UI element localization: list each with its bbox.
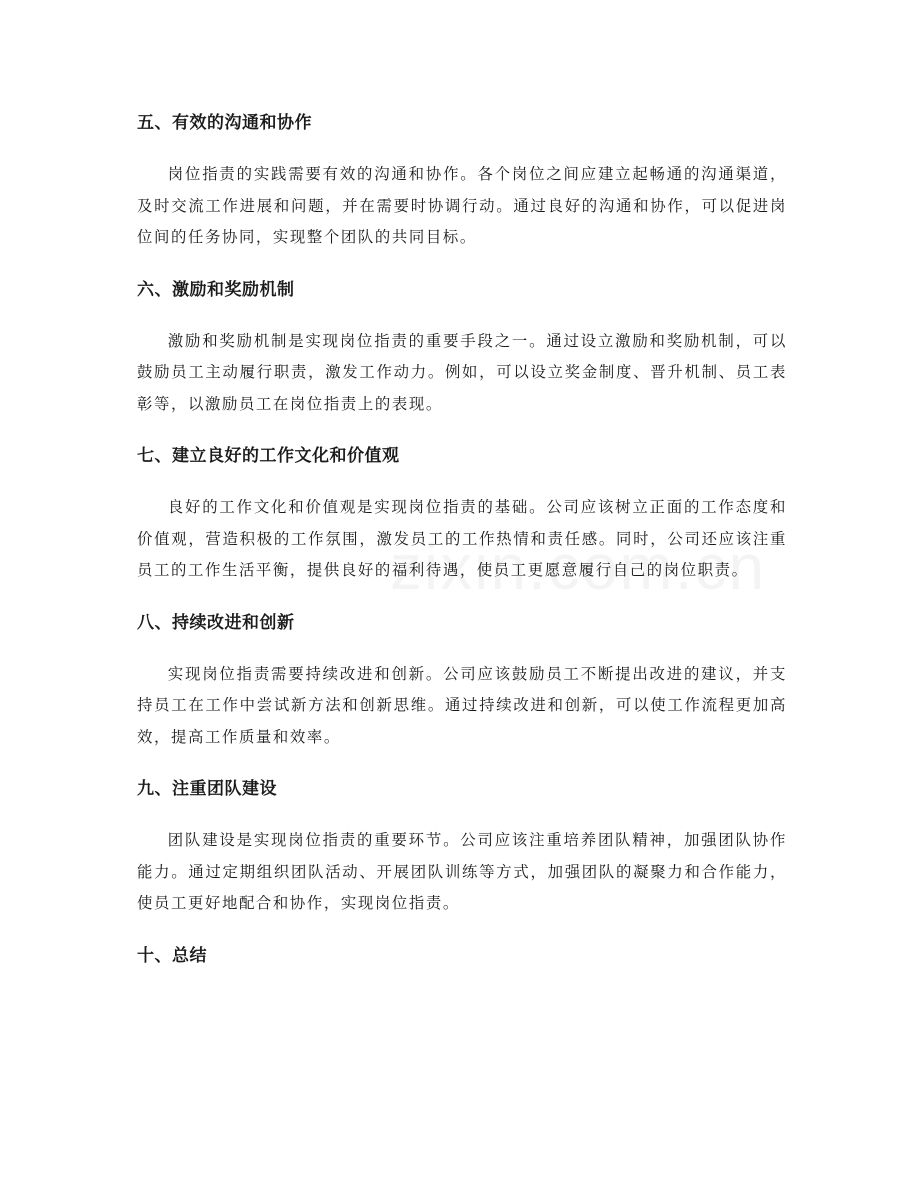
section-heading: 六、激励和奖励机制 <box>137 279 295 300</box>
section-8 <box>137 606 787 754</box>
section-10 <box>137 939 787 973</box>
section-9 <box>137 772 787 920</box>
document-body <box>137 106 787 992</box>
section-heading: 五、有效的沟通和协作 <box>137 113 312 133</box>
section-paragraph: 良好的工作文化和价值观是实现岗位指责的基础。公司应该树立正面的工作态度和价值观，营造积极的工作氛围，激发员工的工作热情和责任感。同时，公司还应该注重员工的工作生活平衡，提供良好的福利待遇，使员工更愿意履行自己的岗位职责。 <box>137 498 787 579</box>
section-heading: 十、总结 <box>137 945 207 966</box>
section-paragraph: 岗位指责的实践需要有效的沟通和协作。各个岗位之间应建立起畅通的沟通渠道，及时交流工作进展和问题，并在需要时协调行动。通过良好的沟通和协作，可以促进岗位间的任务协同，实现整个团队的共同目标。 <box>137 165 787 246</box>
section-paragraph: 激励和奖励机制是实现岗位指责的重要手段之一。通过设立激励和奖励机制，可以鼓励员工主动履行职责，激发工作动力。例如，可以设立奖金制度、晋升机制、员工表彰等，以激励员工在岗位指责上的表现。 <box>137 331 787 413</box>
section-5 <box>137 106 787 254</box>
section-6 <box>137 273 787 421</box>
section-heading: 七、建立良好的工作文化和价值观 <box>137 446 400 466</box>
section-7 <box>137 439 787 587</box>
section-heading: 九、注重团队建设 <box>137 779 277 799</box>
section-paragraph: 团队建设是实现岗位指责的重要环节。公司应该注重培养团队精神，加强团队协作能力。通过定期组织团队活动、开展团队训练等方式，加强团队的凝聚力和合作能力，使员工更好地配合和协作，实现岗位指责。 <box>137 831 787 912</box>
section-paragraph: 实现岗位指责需要持续改进和创新。公司应该鼓励员工不断提出改进的建议，并支持员工在工作中尝试新方法和创新思维。通过持续改进和创新，可以使工作流程更加高效，提高工作质量和效率。 <box>137 664 787 746</box>
section-heading: 八、持续改进和创新 <box>137 612 295 633</box>
